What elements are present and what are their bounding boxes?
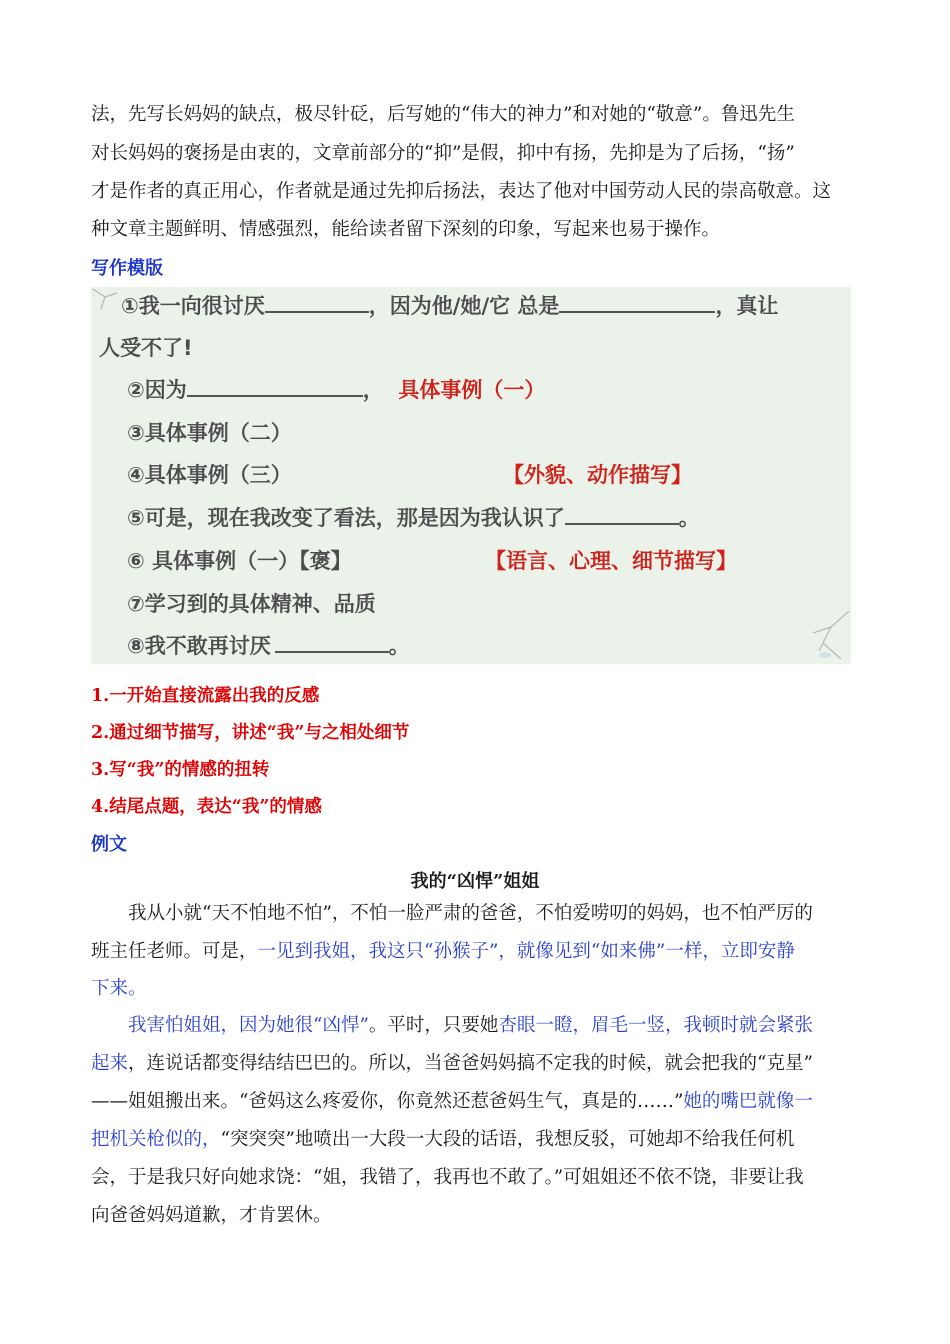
para2-line-1: 我害怕姐姐，因为她很“凶悍”。平时，只要她杏眼一瞪，眉毛一竖，我顿时就会紧张 xyxy=(128,1015,813,1036)
example-heading: 例文 xyxy=(91,834,127,855)
para2-line-6: 向爸爸妈妈道歉，才肯罢休。 xyxy=(91,1205,332,1226)
tip-3: 3.写“我”的情感的扭转 xyxy=(91,760,270,780)
template-line-8: ⑧我不敢再讨厌 。 xyxy=(127,634,410,658)
essay-title: 我的“凶悍”姐姐 xyxy=(410,871,540,892)
blank-line xyxy=(265,293,369,313)
para1-line-1: 我从小就“天不怕地不怕”，不怕一脸严肃的爸爸，不怕爱唠叨的妈妈，也不怕严厉的 xyxy=(128,903,813,924)
template-line-4-note: 【外貌、动作描写】 xyxy=(503,463,692,487)
intro-line-3: 才是作者的真正用心，作者就是通过先抑后扬法，表达了他对中国劳动人民的崇高敬意。这 xyxy=(91,181,832,202)
para2-line-4: 把机关枪似的，“突突突”地喷出一大段一大段的话语，我想反驳，可她却不给我任何机 xyxy=(91,1129,795,1150)
blank-line xyxy=(275,633,389,653)
tip-2: 2.通过细节描写，讲述“我”与之相处细节 xyxy=(91,723,410,743)
tip-4: 4.结尾点题，表达“我”的情感 xyxy=(91,797,322,817)
template-line-3: ③具体事例（二） xyxy=(127,421,292,445)
blank-line xyxy=(559,293,715,313)
para2-line-2: 起来，连说话都变得结结巴巴的。所以，当爸爸妈妈搞不定我的时候，就会把我的“克星” xyxy=(91,1053,813,1074)
template-line-6-note: 【语言、心理、细节描写】 xyxy=(485,549,737,573)
writing-template-image xyxy=(91,287,851,664)
template-line-7: ⑦学习到的具体精神、品质 xyxy=(127,592,376,616)
blank-line xyxy=(187,377,363,397)
intro-line-1: 法，先写长妈妈的缺点，极尽针砭，后写她的“伟大的神力”和对她的“敬意”。鲁迅先生 xyxy=(91,104,795,125)
tip-1: 1.一开始直接流露出我的反感 xyxy=(91,686,320,706)
para1-line-3: 下来。 xyxy=(91,978,147,999)
para1-line-2: 班主任老师。可是，一见到我姐，我这只“孙猴子”，就像见到“如来佛”一样，立即安静 xyxy=(91,941,795,962)
crack-decoration-bottom-right xyxy=(801,607,851,664)
template-heading: 写作模版 xyxy=(91,258,163,279)
template-line-1-cont: 人受不了! xyxy=(99,336,193,360)
para2-line-3: ——姐姐搬出来。“爸妈这么疼爱你，你竟然还惹爸妈生气，真是的……”她的嘴巴就像一 xyxy=(91,1091,813,1112)
template-line-2: ②因为 ， 具体事例（一） xyxy=(127,378,546,402)
template-line-1: ①我一向很讨厌 ，因为他/她/它 总是 ，真让 xyxy=(121,294,779,318)
blank-line xyxy=(565,505,679,525)
template-line-5: ⑤可是，现在我改变了看法，那是因为我认识了 。 xyxy=(127,506,700,530)
template-line-6: ⑥ 具体事例（一）【褒】 xyxy=(127,549,352,573)
template-line-4: ④具体事例（三） xyxy=(127,463,292,487)
intro-line-4: 种文章主题鲜明、情感强烈，能给读者留下深刻的印象，写起来也易于操作。 xyxy=(91,219,721,240)
para2-line-5: 会，于是我只好向她求饶：“姐，我错了，我再也不敢了。”可姐姐还不依不饶，非要让我 xyxy=(91,1167,804,1188)
intro-line-2: 对长妈妈的褒扬是由衷的，文章前部分的“抑”是假，抑中有扬，先抑是为了后扬，“扬” xyxy=(91,143,795,164)
